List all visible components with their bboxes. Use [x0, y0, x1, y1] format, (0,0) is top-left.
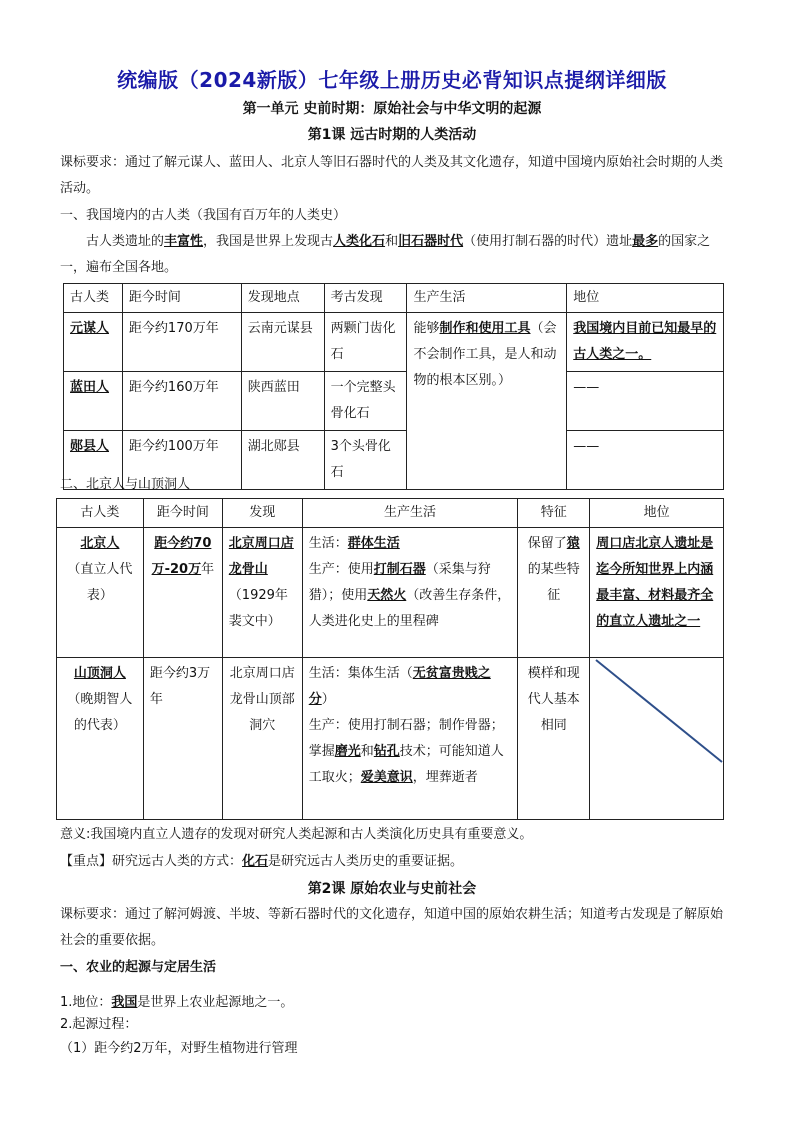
life-cell: 能够制作和使用工具（会不会制作工具，是人和动物的根本区别。） [407, 313, 567, 490]
status-cell: 周口店北京人遗址是迄今所知世界上内涵最丰富、材料最齐全的直立人遗址之一 [596, 536, 714, 629]
human-name: 元谋人 [70, 321, 110, 336]
lesson2-title: 第2课 原始农业与史前社会 [307, 881, 477, 897]
table-header-cell: 距今时间 [122, 284, 241, 313]
lesson1-meaning: 意义:我国境内直立人遗存的发现对研究人类起源和古人类演化历史具有重要意义。 [60, 827, 533, 842]
lesson2-item1: 1.地位：我国是世界上农业起源地之一。 [60, 995, 294, 1010]
human-subtitle: （直立人代表） [67, 562, 133, 603]
table-header-cell: 古人类 [57, 499, 144, 528]
lesson2-standard: 课标要求：通过了解河姆渡、半坡、等新石器时代的文化遗存，知道中国的原始农耕生活；知道考古发现是了解原始社会的重要依据。 [60, 907, 724, 948]
lesson2-item3: （1）距今约2万年，对野生植物进行管理 [60, 1041, 298, 1056]
ancient-humans-table [63, 283, 724, 490]
lesson1-standard: 课标要求：通过了解元谋人、蓝田人、北京人等旧石器时代的人类及其文化遗存，知道中国境内原始社会时期的人类活动。 [60, 155, 724, 196]
table-row [64, 372, 724, 431]
lesson1-section1-paragraph: 古人类遗址的丰富性，我国是世界上发现古人类化石和旧石器时代（使用打制石器的时代）遗址最多的国家之一，遍布全国各地。 [60, 234, 711, 275]
unit-heading: 第一单元 史前时期：原始社会与中华文明的起源 [242, 101, 542, 117]
table-header-row [57, 499, 724, 528]
table-header-cell: 发现 [222, 499, 302, 528]
table-row: 北京人 （直立人代表） 距今约70万-20万年 北京周口店龙骨山（1929年裴文中） 生活：群体生活 生产：使用打制石器（采集与狩猎）；使用天然火（改善生存条件，人类进化史上的里程碑 保留了猿的某些特征 周口店北京人遗址是迄今所知世界上内涵最丰富、材料最齐全的直立人遗址之一 [57, 528, 724, 658]
place-cell: 陕西蓝田 [241, 372, 324, 431]
human-name: 北京人 [80, 536, 120, 551]
table-header-cell: 考古发现 [324, 284, 407, 313]
human-name: 郧县人 [70, 439, 110, 454]
time-cell: 距今约100万年 [122, 431, 241, 490]
table-header-cell: 特征 [518, 499, 590, 528]
find-cell: 北京周口店龙骨山顶部洞穴 [222, 658, 302, 820]
find-cell: 3个头骨化石 [324, 431, 407, 490]
table-header-row [64, 284, 724, 313]
table-header-cell: 发现地点 [241, 284, 324, 313]
lesson2-section1-title: 一、农业的起源与定居生活 [60, 960, 217, 975]
document-title: 统编版（2024新版）七年级上册历史必背知识点提纲详细版 [117, 68, 667, 92]
find-cell: 两颗门齿化石 [324, 313, 407, 372]
lesson1-title: 第1课 远古时期的人类活动 [307, 127, 477, 143]
table-header-cell: 生产生活 [302, 499, 518, 528]
table-header-cell: 地位 [567, 284, 724, 313]
table-header-cell: 地位 [590, 499, 724, 528]
lesson1-key-point: 【重点】研究远古人类的方式：化石是研究远古人类历史的重要证据。 [60, 854, 464, 869]
find-cell: 北京周口店龙骨山 [228, 536, 294, 577]
feature-cell: 模样和现代人基本相同 [518, 658, 590, 820]
human-name: 山顶洞人 [73, 666, 126, 681]
table-row [64, 313, 724, 372]
human-name: 蓝田人 [70, 380, 110, 395]
find-cell: 一个完整头骨化石 [324, 372, 407, 431]
lesson2-item2: 2.起源过程： [60, 1017, 138, 1032]
table-header-cell: 距今时间 [143, 499, 222, 528]
place-cell: 湖北郧县 [241, 431, 324, 490]
time-cell: 距今约160万年 [122, 372, 241, 431]
place-cell: 云南元谋县 [241, 313, 324, 372]
lesson1-section2-title: 二、北京人与山顶洞人 [60, 477, 191, 492]
status-cell: —— [567, 431, 724, 490]
lesson1-section1-title: 一、我国境内的古人类（我国有百万年的人类史） [60, 208, 347, 223]
table-header-cell: 古人类 [64, 284, 123, 313]
feature-cell: 保留了猿的某些特征 [518, 528, 590, 658]
life-cell: 生活：集体生活（无贫富贵贱之分） 生产：使用打制石器；制作骨器；掌握磨光和钻孔技术；可能知道人工取火；爱美意识，埋葬逝者 [302, 658, 518, 820]
human-subtitle: （晚期智人的代表） [67, 692, 133, 733]
status-cell: 我国境内目前已知最早的古人类之一。 [573, 321, 717, 362]
time-cell: 距今约170万年 [122, 313, 241, 372]
status-cell: —— [567, 372, 724, 431]
time-cell: 距今约70万-20万 [151, 536, 212, 577]
diagonal-strike-line [594, 658, 724, 821]
table-header-cell: 生产生活 [407, 284, 567, 313]
life-cell: 生活：群体生活 生产：使用打制石器（采集与狩猎）；使用天然火（改善生存条件，人类进化史上的里程碑 [302, 528, 518, 658]
time-cell: 距今约3万年 [143, 658, 222, 820]
discoverer: （1929年裴文中） [228, 588, 288, 629]
